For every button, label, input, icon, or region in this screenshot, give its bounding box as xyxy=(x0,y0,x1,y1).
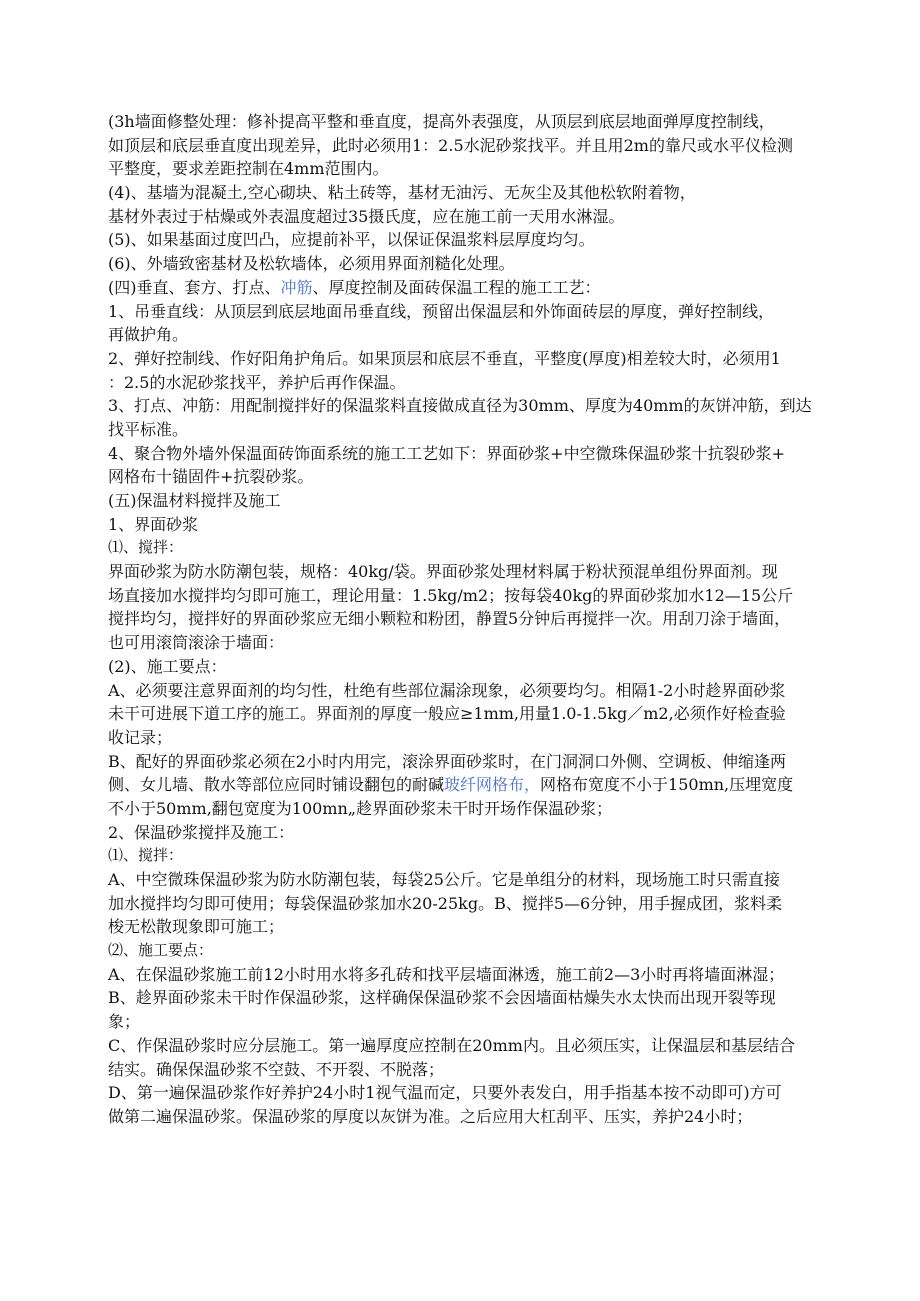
text-line: 不小于50mm,翻包宽度为100mn„趁界面砂浆未干时开场作保温砂浆； xyxy=(108,798,613,818)
section-heading: (五)保温材料搅拌及施工 xyxy=(108,491,281,510)
text-line: 场直接加水搅拌均匀即可施工，理论用量：1.5kg/m2；按每袋40kg的界面砂浆加水12—15公斤 xyxy=(108,585,794,605)
heading-text: 、厚度控制及面砖保温工程的施工工艺： xyxy=(312,277,601,297)
text-line: (6)、外墙致密基材及松软墙体，必须用界面剂糙化处理。 xyxy=(108,254,515,274)
text-line: 平整度，要求差距控制在4mm范围内。 xyxy=(108,159,389,179)
text-line: 1、界面砂浆 xyxy=(108,514,199,534)
link-mesh-cloth[interactable]: 玻纤网格布， xyxy=(444,775,541,795)
text-line: B、趁界面砂浆未干时作保温砂浆，这样确保保温砂浆不会因墙面枯燥失水太快而出现开裂等现 xyxy=(108,988,776,1008)
text-line: 再做护角。 xyxy=(108,325,189,345)
text-line: 做第二遍保温砂浆。保温砂浆的厚度以灰饼为准。之后应用大杠刮平、压实，养护24小时； xyxy=(108,1106,753,1126)
text-line: (4)、基墙为混凝土,空心砌块、粘土砖等，基材无油污、无灰尘及其他松软附着物， xyxy=(108,183,696,203)
text-line: 如顶层和底层垂直度出现差异，此时必须用1：2.5水泥砂浆找平。并且用2m的靠尺或水平仪检测 xyxy=(108,135,793,155)
text-line xyxy=(108,773,838,797)
text-line: 找平标准。 xyxy=(108,419,189,439)
text-line: ：2.5的水泥砂浆找平，养护后再作保温。 xyxy=(108,372,406,392)
text-line: 收记录； xyxy=(108,727,173,747)
text-line: 网格布十锚固件+抗裂砂浆。 xyxy=(108,467,314,487)
text-line: C、作保温砂浆时应分层施工。第一遍厚度应控制在20mm内。且必须压实，让保温层和基层结合 xyxy=(108,1035,795,1055)
text-line: A、在保温砂浆施工前12小时用水将多孔砖和找平层墙面淋透，施工前2—3小时再将墙面淋湿； xyxy=(108,964,785,984)
text-line: 界面砂浆为防水防潮包装，规格：40kg/袋。界面砂浆处理材料属于粉状预混单组份界面剂。现 xyxy=(108,562,778,582)
text-line: (5)、如果基面过度凹凸，应提前补平，以保证保温浆料层厚度均匀。 xyxy=(108,230,595,250)
text-line: (3h墙面修整处理：修补提高平整和垂直度，提高外表强度，从顶层到底层地面弹厚度控制线， xyxy=(108,112,775,131)
text-line: 1、吊垂直线：从顶层到底层地面吊垂直线，预留出保温层和外饰面砖层的厚度，弹好控制线， xyxy=(108,301,775,321)
text-line: 4、聚合物外墙外保温面砖饰面系统的施工工艺如下：界面砂浆+中空微珠保温砂浆十抗裂砂浆+ xyxy=(108,443,785,463)
text-line: 2、保温砂浆搅拌及施工： xyxy=(108,822,295,842)
text-line: 2、弹好控制线、作好阳角护角后。如果顶层和底层不垂直，平整度(厚度)相差较大时，必须用1 xyxy=(108,348,781,368)
document-body xyxy=(108,110,838,1129)
text-line: A、必须要注意界面剂的均匀性，杜绝有些部位漏涂现象，必须要均匀。相隔1-2小时趁界面砂浆 xyxy=(108,680,786,700)
text-line: (2)、施工要点： xyxy=(108,656,227,676)
body-text: 侧、女儿墙、散水等部位应同时铺设翻包的耐碱 xyxy=(108,775,445,795)
body-text: 网格布宽度不小于150mn,压埋宽度 xyxy=(540,775,794,795)
text-line: 加水搅拌均匀即可使用；每袋保温砂浆加水20-25kg。B、搅拌5—6分钟，用手握成团，浆料柔 xyxy=(108,893,783,913)
heading-text: (四)垂直、套方、打点、 xyxy=(108,277,281,297)
text-line: 梭无松散现象即可施工； xyxy=(108,917,285,937)
text-line: 结实。确保保温砂浆不空鼓、不开裂、不脱落； xyxy=(108,1059,445,1079)
text-line: B、配好的界面砂浆必须在2小时内用完，滚涂界面砂浆时，在门洞洞口外侧、空调板、伸缩逢两 xyxy=(108,751,786,771)
text-line: 未干可进展下道工序的施工。界面剂的厚度一般应≥1mm,用量1.0-1.5kg／m2,必须作好检查验 xyxy=(108,704,786,724)
section-heading xyxy=(108,276,838,300)
text-line: 象； xyxy=(108,1012,141,1032)
text-line: ⑵、施工要点： xyxy=(108,941,214,960)
text-line: 3、打点、冲筋：用配制搅拌好的保温浆料直接做成直径为30mm、厚度为40mm的灰饼冲筋，到达 xyxy=(108,396,812,416)
text-line: 搅拌均匀，搅拌好的界面砂浆应无细小颗粒和粉团，静置5分钟后再搅拌一次。用刮刀涂于墙面， xyxy=(108,609,791,629)
text-line: ⑴、搅拌： xyxy=(108,846,184,865)
text-line: ⑴、搅拌： xyxy=(108,538,184,557)
link-chongjin[interactable]: 冲筋 xyxy=(280,277,313,297)
text-line: A、中空微珠保温砂浆为防水防潮包装，每袋25公斤。它是单组分的材料，现场施工时只需直接 xyxy=(108,870,780,889)
text-line: 也可用滚筒滚涂于墙面： xyxy=(108,633,285,653)
text-line: D、第一遍保温砂浆作好养护24小时1视气温而定，只要外表发白，用手指基本按不动即可)方可 xyxy=(108,1083,782,1103)
text-line: 基材外表过于枯燥或外表温度超过35摄氏度，应在施工前一天用水淋湿。 xyxy=(108,206,625,226)
